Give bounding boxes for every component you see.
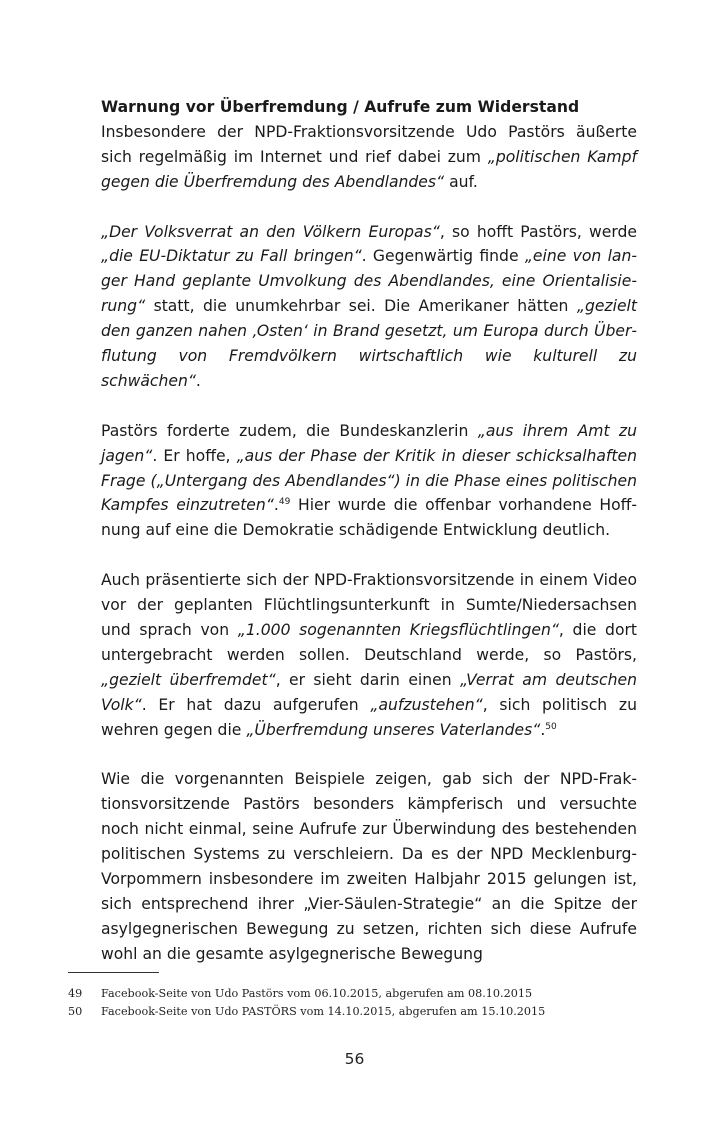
main-text [101,95,637,967]
footnote-number: 49 [68,987,83,1000]
footnote-50 [68,1003,668,1021]
text-run: , er sieht darin einen [275,670,461,689]
text-run: . Er hat dazu aufgerufen [141,695,371,714]
paragraph-bundeskanzlerin [101,419,637,544]
footnote-ref: 49 [278,497,291,508]
footnote-text: Facebook-Seite von Udo Pastörs vom 06.10.2015, abgerufen am 08.10.2015 [101,987,533,1000]
text-run: Pastörs forderte zudem, die Bundeskanzlerin [101,421,478,440]
quote-text: „die EU-Diktatur zu Fall bringen“ [101,247,362,266]
quote-text: „politischen Kampf gegen die Überfremdung des Abendlandes“ [101,147,637,191]
footnote-49 [68,985,668,1003]
quote-text: „eine von langer Hand geplante Umvolkung des Abendlandes, eine Orientalisierung“ [101,247,637,316]
text-run: . [540,720,546,739]
text-run: . [195,371,201,390]
text-run: Hier wurde die offenbar vorhandene Hoffnung auf eine die Demokratie schädigende Entwicklung deutlich. [101,496,637,540]
text-run: , die dort untergebracht werden sollen. Deutschland werde, so Pastörs, [101,620,638,664]
text-run: . Er hoffe, [152,446,237,465]
text-run: , sich politisch zu wehren gegen die [101,695,637,739]
text-run: Wie die vorgenannten Beispiele zeigen, gab sich der NPD-Fraktionsvorsitzende Pastörs besonders kämpferisch und versuchte noch nicht einmal, seine Aufrufe zur Überwindung des bestehenden politischen Systems zu verschleiern. Da es der NPD Mecklenburg-Vorpommern insbesondere im zweiten Halbjahr 2015 gelungen ist, sich entsprechend ihrer „Vier-Säulen-Strategie“ an die Spitze der asylgegnerischen Bewegung zu setzen, richten sich diese Aufrufe wohl an die gesamte asylgegnerische Bewegung [101,770,637,963]
footnote-ref: 50 [545,721,557,732]
quote-text: „aufzustehen“ [370,695,483,714]
section-heading: Warnung vor Überfremdung / Aufrufe zum Widerstand [101,98,580,116]
page-number: 56 [344,1050,365,1068]
footnote-text: Facebook-Seite von Udo PASTÖRS vom 14.10.2015, abgerufen am 15.10.2015 [101,1005,546,1018]
quote-text: „gezielt den ganzen nahen ‚Osten‘ in Brand gesetzt, um Europa durch Überflutung von Fremdvölkern wirtschaftlich wie kulturell zu schwächen“ [101,297,637,390]
footnote-separator [68,972,159,973]
text-run: . Gegenwärtig finde [361,247,525,266]
quote-text: „aus ihrem Amt zu jagen“ [101,421,637,465]
paragraph-volksverrat [101,220,637,394]
footnotes [68,985,668,1021]
text-run: statt, die unumkehrbar sei. Die Amerikaner hätten [145,297,577,316]
quote-text: „Der Volksverrat an den Völkern Europas“ [101,222,440,241]
quote-text: „1.000 sogenannten Kriegsflüchtlingen“ [237,620,559,639]
paragraph-list [101,120,637,967]
quote-text: „Verrat am deutschen Volk“ [101,670,637,714]
text-run: . [273,496,279,515]
text-run: Auch präsentierte sich der NPD-Fraktionsvorsitzende in einem Video vor der geplanten Flüchtlingsunterkunft in Sumte/Niedersachsen und sprach von [101,571,637,639]
quote-text: „aus der Phase der Kritik in dieser schicksalhaften Frage („Untergang des Abendlandes“) in die Phase eines politischen Kampfes einzutreten“ [101,446,637,515]
quote-text: „Überfremdung unseres Vaterlandes“ [246,720,541,739]
paragraph-sumte [101,568,637,742]
quote-text: „gezielt überfremdet“ [101,670,276,689]
footnote-number: 50 [68,1005,83,1018]
paragraph-intro [101,120,637,195]
paragraph-beispiele [101,767,637,966]
text-run: , so hofft Pastörs, werde [439,222,637,241]
text-run: Insbesondere der NPD-Fraktionsvorsitzende Udo Pastörs äußerte sich regelmäßig im Internet und rief dabei zum [101,122,637,166]
text-run: auf. [444,172,478,191]
